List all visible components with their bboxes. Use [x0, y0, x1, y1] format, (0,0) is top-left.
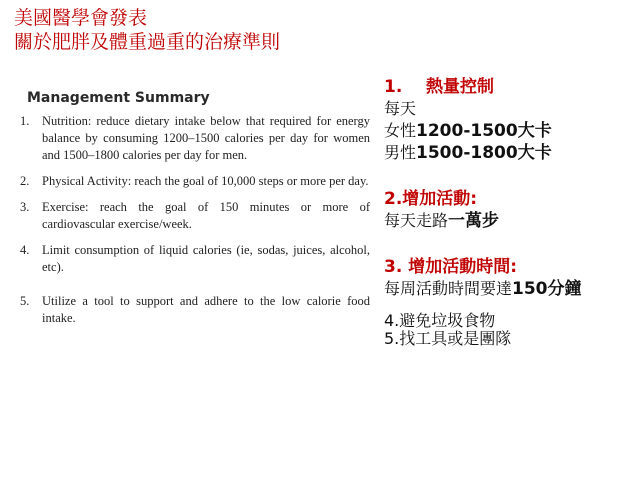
find-tool-or-team-item: 5.找工具或是團隊	[384, 329, 512, 348]
activity-line	[384, 210, 634, 232]
summary-item-number: 1.	[20, 114, 30, 128]
summary-item-support-tool	[20, 293, 370, 327]
summary-item-exercise	[20, 199, 370, 233]
summary-item-text: Limit consumption of liquid calories (ie, sodas, juices, alcohol, etc).	[42, 243, 370, 274]
summary-item-nutrition	[20, 113, 370, 164]
summary-item-text: Utilize a tool to support and adhere to the low calorie food intake.	[42, 294, 370, 325]
title-line-2: 關於肥胖及體重過重的治療準則	[14, 31, 281, 53]
summary-item-number: 3.	[20, 200, 30, 214]
summary-item-text: Exercise: reach the goal of 150 minutes or more of cardiovascular exercise/week.	[42, 200, 370, 231]
summary-item-text: Nutrition: reduce dietary intake below that required for energy balance by consuming 1200–1500 calories per day for women and 1500–1800 calories per day for men.	[42, 114, 370, 162]
exercise-heading: 3. 增加活動時間:	[384, 257, 518, 277]
male-label: 男性	[384, 143, 417, 162]
summary-item-physical-activity	[20, 173, 370, 190]
summary-item-number: 4.	[20, 243, 30, 257]
management-summary-excerpt	[20, 90, 370, 327]
chinese-notes	[384, 76, 634, 348]
activity-value: 一萬步	[448, 211, 500, 231]
activity-text: 每天走路	[384, 211, 449, 230]
female-label: 女性	[384, 121, 417, 140]
exercise-line	[384, 278, 634, 300]
male-calorie-value: 1500-1800大卡	[416, 143, 552, 163]
exercise-value: 150分鐘	[512, 279, 582, 299]
activity-heading: 2.增加活動:	[384, 189, 478, 209]
title-line-1: 美國醫學會發表	[14, 7, 148, 29]
heat-daily-label: 每天	[384, 99, 417, 118]
avoid-junk-food-item: 4.避免垃圾食物	[384, 311, 496, 330]
summary-item-text: Physical Activity: reach the goal of 10,000 steps or more per day.	[42, 174, 369, 188]
summary-item-number: 2.	[20, 174, 30, 188]
heat-control-heading: 1. 熱量控制	[384, 77, 494, 97]
slide-title	[14, 6, 634, 54]
summary-list	[20, 113, 370, 327]
summary-item-liquid-calories	[20, 242, 370, 276]
female-calorie-value: 1200-1500大卡	[416, 121, 552, 141]
heat-female-line	[384, 120, 634, 142]
summary-heading: Management Summary	[27, 90, 210, 106]
heat-male-line	[384, 142, 634, 164]
exercise-text: 每周活動時間要達	[384, 279, 513, 298]
summary-item-number: 5.	[20, 294, 30, 308]
